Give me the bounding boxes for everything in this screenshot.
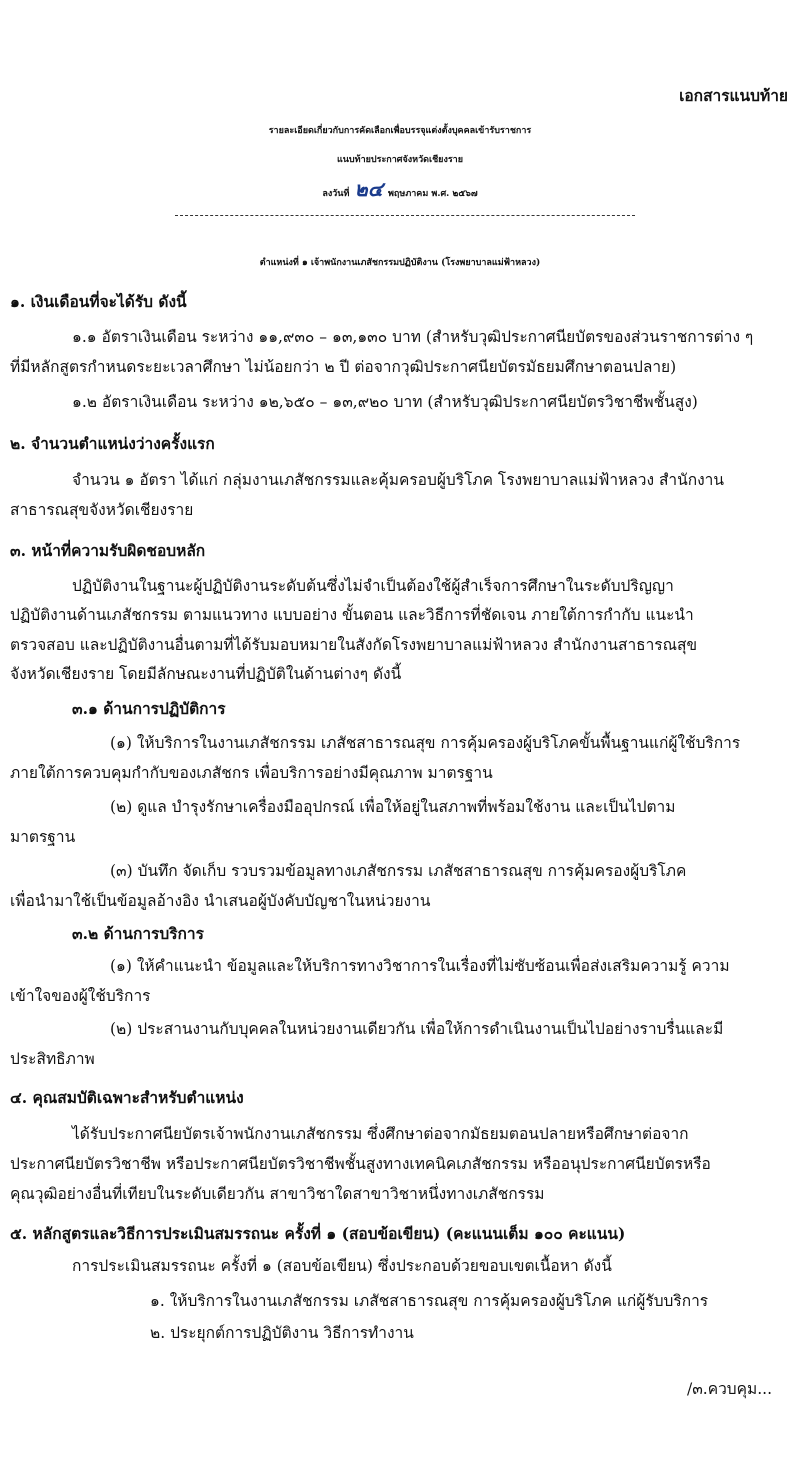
exam-topic-item: ๑. ให้บริการในงานเภสัชกรรม เภสัชสาธารณสุข การคุ้มครองผู้บริโภค แก่ผู้รับบริการ [150, 1292, 709, 1310]
subsection-3-1-heading: ๓.๑ ด้านการปฏิบัติการ [72, 699, 226, 718]
section-1-line: ๑.๒ อัตราเงินเดือน ระหว่าง ๑๒,๖๕๐ – ๑๓,๙๒๐ บาท (สำหรับวุฒิประกาศนียบัตรวิชาชีพชั้นสูง) [72, 393, 698, 411]
dashed-divider [175, 215, 635, 216]
duty-item: (๓) บันทึก จัดเก็บ รวบรวมข้อมูลทางเภสัชกรรม เภสัชสาธารณสุข การคุ้มครองผู้บริโภค [110, 862, 687, 880]
duty-item: (๒) ดูแล บำรุงรักษาเครื่องมืออุปกรณ์ เพื่อให้อยู่ในสภาพที่พร้อมใช้งาน และเป็นไปตาม [110, 798, 676, 816]
annex-label: เอกสารแนบท้าย [679, 86, 788, 105]
section-2-line: สาธารณสุขจังหวัดเชียงราย [10, 501, 194, 519]
page-continuation: /๓.ควบคุม... [686, 1380, 772, 1398]
duty-item: (๑) ให้บริการในงานเภสัชกรรม เภสัชสาธารณสุข การคุ้มครองผู้บริโภคขั้นพื้นฐานแก่ผู้ใช้บริการ [110, 734, 741, 752]
subsection-3-2-heading: ๓.๒ ด้านการบริการ [72, 924, 204, 943]
date-day-handwritten: ๒๔ [354, 177, 383, 201]
service-item: (๑) ให้คำแนะนำ ข้อมูลและให้บริการทางวิชาการในเรื่องที่ไม่ซับซ้อนเพื่อส่งเสริมความรู้ ความ [110, 957, 730, 975]
section-1-heading: ๑. เงินเดือนที่จะได้รับ ดังนี้ [10, 292, 187, 311]
duty-item: มาตรฐาน [10, 828, 76, 846]
duty-item: เพื่อนำมาใช้เป็นข้อมูลอ้างอิง นำเสนอผู้บังคับบัญชาในหน่วยงาน [10, 892, 431, 910]
section-3-paragraph: จังหวัดเชียงราย โดยมีลักษณะงานที่ปฏิบัติในด้านต่างๆ ดังนี้ [10, 665, 402, 683]
section-3-paragraph: ปฏิบัติงานด้านเภสัชกรรม ตามแนวทาง แบบอย่าง ขั้นตอน และวิธีการที่ชัดเจน ภายใต้การกำกับ แนะนำ [10, 606, 694, 624]
section-5-line: การประเมินสมรรถนะ ครั้งที่ ๑ (สอบข้อเขียน) ซึ่งประกอบด้วยขอบเขตเนื้อหา ดังนี้ [72, 1257, 612, 1275]
section-4-line: คุณวุฒิอย่างอื่นที่เทียบในระดับเดียวกัน สาขาวิชาใดสาขาวิชาหนึ่งทางเภสัชกรรม [10, 1185, 545, 1203]
document-date [0, 178, 800, 205]
section-4-line: ประกาศนียบัตรวิชาชีพ หรือประกาศนียบัตรวิชาชีพชั้นสูงทางเทคนิคเภสัชกรรม หรืออนุประกาศนียบัตรหรือ [10, 1155, 711, 1173]
service-item: เข้าใจของผู้ใช้บริการ [10, 987, 151, 1005]
section-2-line: จำนวน ๑ อัตรา ได้แก่ กลุ่มงานเภสัชกรรมและคุ้มครอบผู้บริโภค โรงพยาบาลแม่ฟ้าหลวง สำนักงาน [72, 471, 724, 489]
section-4-line: ได้รับประกาศนียบัตรเจ้าพนักงานเภสัชกรรม ซึ่งศึกษาต่อจากมัธยมตอนปลายหรือศึกษาต่อจาก [72, 1125, 689, 1143]
service-item: (๒) ประสานงานกับบุคคลในหน่วยงานเดียวกัน เพื่อให้การดำเนินงานเป็นไปอย่างราบรื่นและมี [110, 1020, 724, 1038]
section-3-paragraph: ตรวจสอบ และปฏิบัติงานอื่นตามที่ได้รับมอบหมายในสังกัดโรงพยาบาลแม่ฟ้าหลวง สำนักงานสาธารณสุข [10, 636, 698, 654]
duty-item: ภายใต้การควบคุมกำกับของเภสัชกร เพื่อบริการอย่างมีคุณภาพ มาตรฐาน [10, 764, 493, 782]
section-5-heading: ๕. หลักสูตรและวิธีการประเมินสมรรถนะ ครั้งที่ ๑ (สอบข้อเขียน) (คะแนนเต็ม ๑๐๐ คะแนน) [10, 1224, 626, 1243]
section-2-heading: ๒. จำนวนตำแหน่งว่างครั้งแรก [10, 434, 215, 453]
date-rest: พฤษภาคม พ.ศ. ๒๕๖๗ [388, 189, 478, 199]
section-4-heading: ๔. คุณสมบัติเฉพาะสำหรับตำแหน่ง [10, 1088, 244, 1107]
section-1-line: ๑.๑ อัตราเงินเดือน ระหว่าง ๑๑,๙๓๐ – ๑๓,๑๓๐ บาท (สำหรับวุฒิประกาศนียบัตรของส่วนราชการต่าง ๆ [72, 328, 754, 346]
exam-topic-item: ๒. ประยุกต์การปฏิบัติงาน วิธีการทำงาน [150, 1324, 414, 1342]
service-item: ประสิทธิภาพ [10, 1050, 95, 1068]
document-subtitle: แนบท้ายประกาศจังหวัดเชียงราย [336, 155, 464, 165]
document-title: รายละเอียดเกี่ยวกับการคัดเลือกเพื่อบรรจุแต่งตั้งบุคคลเข้ารับราชการ [268, 126, 532, 136]
section-3-paragraph: ปฏิบัติงานในฐานะผู้ปฏิบัติงานระดับต้นซึ่งไม่จำเป็นต้องใช้ผู้สำเร็จการศึกษาในระดับปริญญา [72, 577, 674, 595]
position-title: ตำแหน่งที่ ๑ เจ้าพนักงานเภสัชกรรมปฏิบัติงาน (โรงพยาบาลแม่ฟ้าหลวง) [259, 258, 541, 268]
date-prefix: ลงวันที่ [322, 189, 350, 199]
section-3-heading: ๓. หน้าที่ความรับผิดชอบหลัก [10, 541, 206, 560]
section-1-line: ที่มีหลักสูตรกำหนดระยะเวลาศึกษา ไม่น้อยกว่า ๒ ปี ต่อจากวุฒิประกาศนียบัตรมัธยมศึกษาตอนปลาย) [10, 358, 677, 376]
